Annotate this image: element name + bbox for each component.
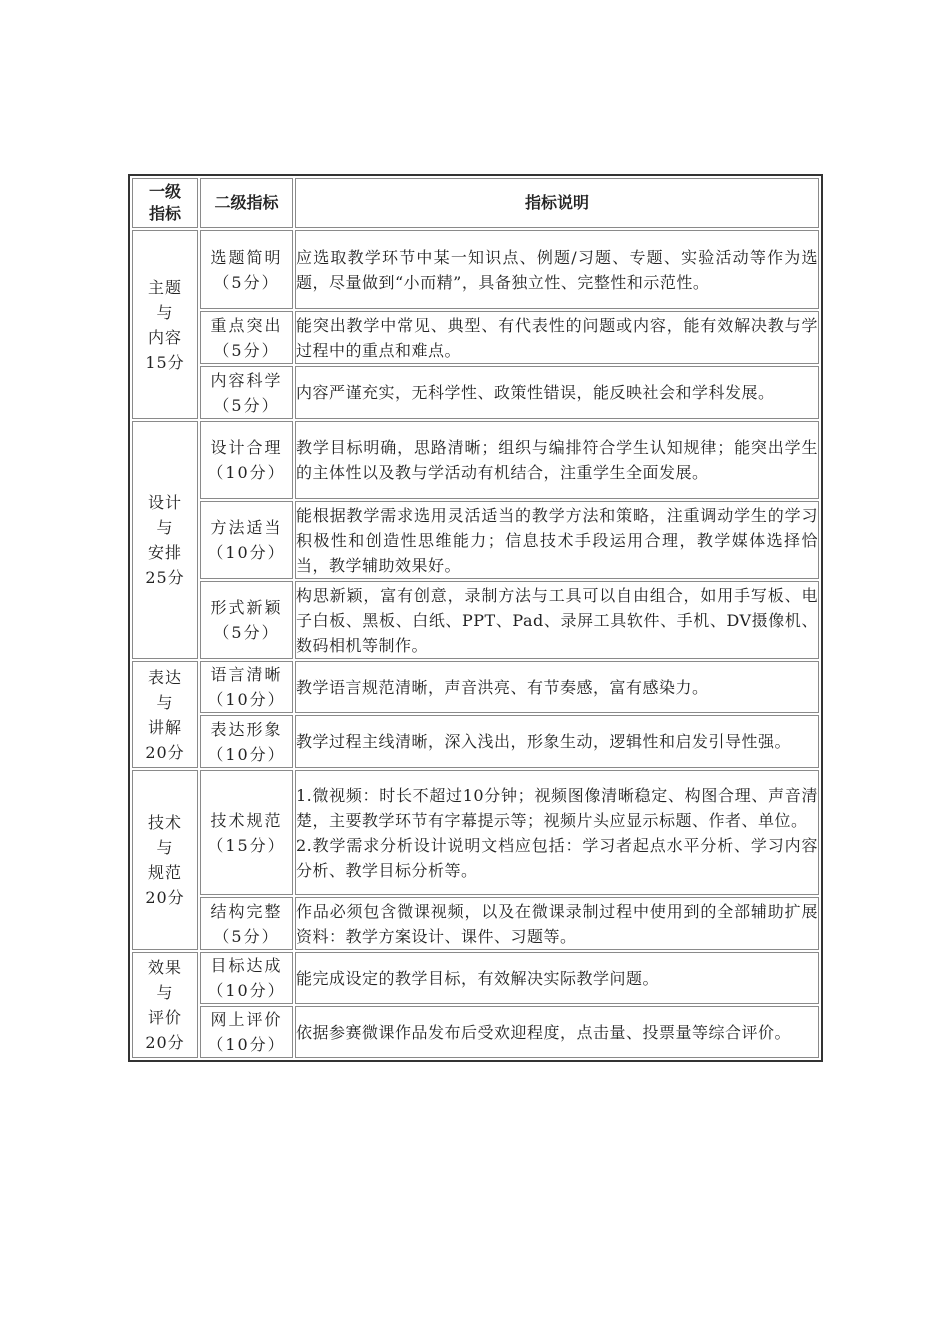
level2-cell <box>200 715 293 768</box>
table-row <box>132 661 819 713</box>
table-body <box>132 230 819 1058</box>
level2-name: 方法适当 <box>210 518 283 537</box>
level2-cell <box>200 770 293 895</box>
level2-score: （5分） <box>213 272 280 292</box>
level2-name: 技术规范 <box>210 810 283 830</box>
level1-line: 规范 <box>147 863 182 882</box>
table-row <box>132 897 819 950</box>
level2-score: （5分） <box>213 623 280 642</box>
level2-score: （10分） <box>207 981 286 1000</box>
level1-cell <box>132 230 198 419</box>
description-cell: 教学过程主线清晰，深入浅出，形象生动，逻辑性和启发引导性强。 <box>295 715 819 768</box>
description-cell: 构思新颖，富有创意，录制方法与工具可以自由组合，如用手写板、电子白板、黑板、白纸、PPT、Pad、录屏工具软件、手机、DV摄像机、数码相机等制作。 <box>295 581 819 659</box>
level1-line: 20分 <box>145 742 185 762</box>
level1-line: 技术 <box>147 813 182 832</box>
level2-name: 网上评价 <box>210 1010 283 1029</box>
level1-line: 主题 <box>147 277 182 297</box>
table-header-row <box>132 178 819 228</box>
level2-cell <box>200 501 293 579</box>
header-level1-line1: 一级 <box>148 182 181 201</box>
level1-line: 表达 <box>147 667 182 687</box>
level2-score: （15分） <box>207 835 286 855</box>
level1-line: 效果 <box>147 958 182 977</box>
level1-line: 与 <box>156 518 174 537</box>
table-row <box>132 501 819 579</box>
table-row <box>132 715 819 768</box>
description-cell: 内容严谨充实，无科学性、政策性错误，能反映社会和学科发展。 <box>295 366 819 419</box>
level2-cell <box>200 230 293 309</box>
level2-name: 目标达成 <box>210 956 283 975</box>
description-cell: 教学语言规范清晰，声音洪亮、有节奏感，富有感染力。 <box>295 661 819 713</box>
level1-line: 20分 <box>145 1033 185 1052</box>
table-row <box>132 581 819 659</box>
level2-name: 表达形象 <box>210 719 283 739</box>
level2-score: （10分） <box>207 1035 286 1054</box>
header-level1-line2: 指标 <box>148 204 181 223</box>
level2-name: 结构完整 <box>210 901 283 921</box>
description-cell <box>295 770 819 895</box>
level1-line: 与 <box>156 692 174 712</box>
level2-cell <box>200 661 293 713</box>
level1-line: 与 <box>156 838 174 857</box>
level1-line: 15分 <box>145 352 185 372</box>
description-cell: 能完成设定的教学目标，有效解决实际教学问题。 <box>295 952 819 1004</box>
level2-score: （10分） <box>207 744 286 764</box>
level2-name: 重点突出 <box>210 315 283 335</box>
level2-name: 选题简明 <box>210 247 283 267</box>
level2-cell <box>200 897 293 950</box>
table-row <box>132 230 819 309</box>
level2-cell <box>200 1006 293 1058</box>
level1-line: 评价 <box>147 1008 182 1027</box>
table-row <box>132 366 819 419</box>
level2-cell <box>200 311 293 364</box>
level1-cell <box>132 421 198 659</box>
table-row <box>132 311 819 364</box>
level1-cell <box>132 661 198 768</box>
description-cell: 能根据教学需求选用灵活适当的教学方法和策略，注重调动学生的学习积极性和创造性思维能力；信息技术手段运用合理，教学媒体选择恰当，教学辅助效果好。 <box>295 501 819 579</box>
description-cell: 应选取教学环节中某一知识点、例题/习题、专题、实验活动等作为选题，尽量做到“小而精”，具备独立性、完整性和示范性。 <box>295 230 819 309</box>
level1-line: 设计 <box>147 493 182 512</box>
description-cell: 教学目标明确，思路清晰；组织与编排符合学生认知规律；能突出学生的主体性以及教与学活动有机结合，注重学生全面发展。 <box>295 421 819 499</box>
level2-name: 内容科学 <box>210 370 283 390</box>
level2-score: （10分） <box>207 543 286 562</box>
level2-cell <box>200 421 293 499</box>
table-row <box>132 1006 819 1058</box>
level2-name: 形式新颖 <box>210 598 283 617</box>
description-cell: 作品必须包含微课视频，以及在微课录制过程中使用到的全部辅助扩展资料：教学方案设计、课件、习题等。 <box>295 897 819 950</box>
header-level2: 二级指标 <box>200 178 293 228</box>
level2-name: 语言清晰 <box>210 665 283 684</box>
level1-line: 内容 <box>147 327 182 347</box>
level2-score: （10分） <box>207 690 286 709</box>
table-row <box>132 421 819 499</box>
level1-cell <box>132 770 198 950</box>
level1-line: 安排 <box>147 543 182 562</box>
level2-score: （5分） <box>213 926 280 946</box>
level1-line: 20分 <box>145 888 185 907</box>
level1-line: 与 <box>156 983 174 1002</box>
description-paragraph: 1.微视频：时长不超过10分钟；视频图像清晰稳定、构图合理、声音清楚，主要教学环节有字幕提示等；视频片头应显示标题、作者、单位。 <box>296 785 818 830</box>
level2-score: （10分） <box>207 463 286 482</box>
description-cell: 能突出教学中常见、典型、有代表性的问题或内容，能有效解决教与学过程中的重点和难点。 <box>295 311 819 364</box>
level2-cell <box>200 366 293 419</box>
level2-name: 设计合理 <box>210 438 283 457</box>
table-row <box>132 770 819 895</box>
level1-cell <box>132 952 198 1058</box>
level2-score: （5分） <box>213 395 280 415</box>
table-row <box>132 952 819 1004</box>
level1-line: 25分 <box>145 568 185 587</box>
description-cell: 依据参赛微课作品发布后受欢迎程度，点击量、投票量等综合评价。 <box>295 1006 819 1058</box>
evaluation-table <box>128 174 823 1062</box>
level2-score: （5分） <box>213 340 280 360</box>
description-paragraph: 2.教学需求分析设计说明文档应包括：学习者起点水平分析、学习内容分析、教学目标分析等。 <box>296 835 818 880</box>
header-description: 指标说明 <box>295 178 819 228</box>
level1-line: 与 <box>156 302 174 322</box>
level1-line: 讲解 <box>147 717 182 737</box>
level2-cell <box>200 581 293 659</box>
level2-cell <box>200 952 293 1004</box>
header-level1 <box>132 178 198 228</box>
